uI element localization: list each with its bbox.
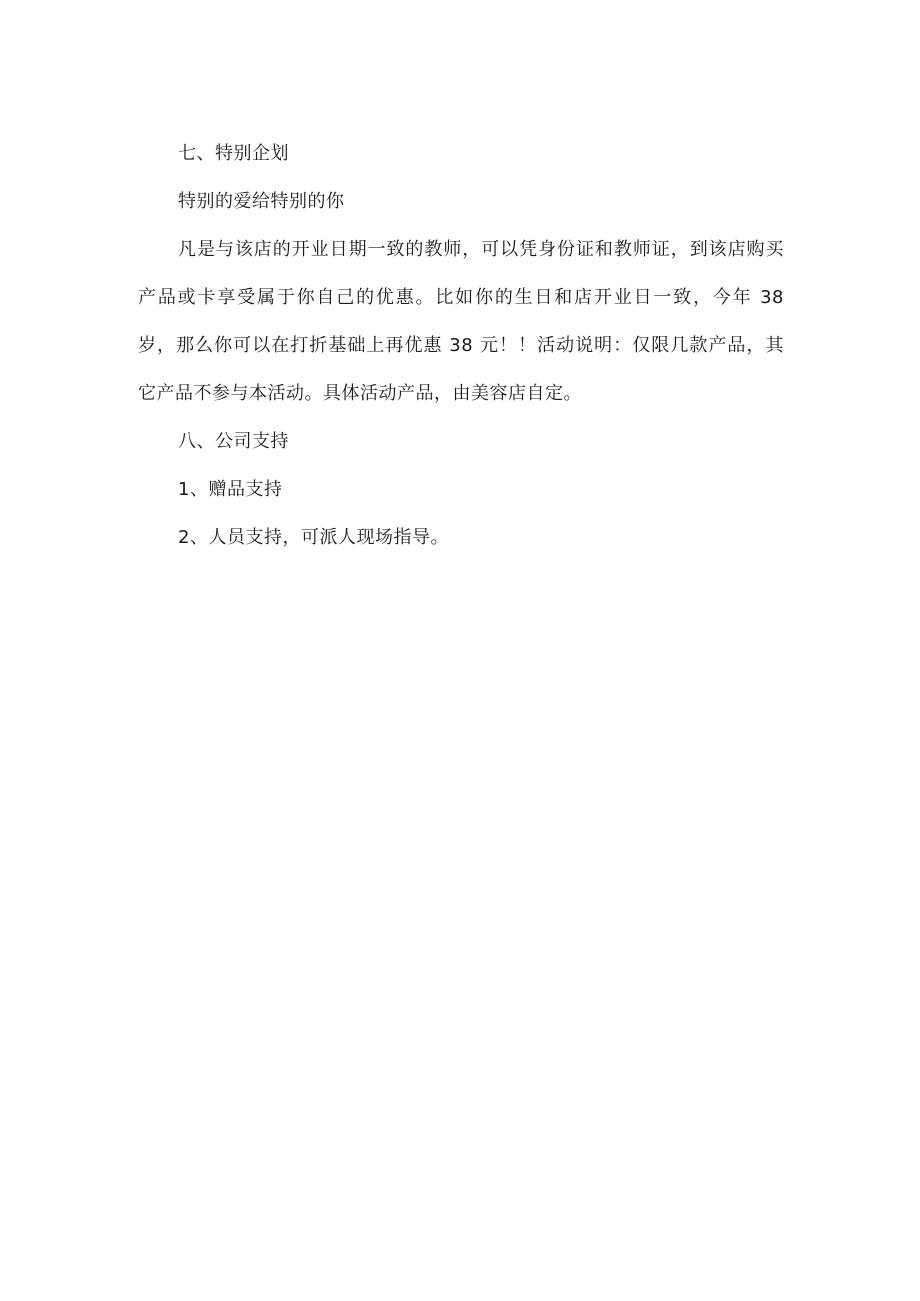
- section-heading-company-support: 八、公司支持: [178, 431, 289, 452]
- section-subtitle: 特别的爱给特别的你: [178, 191, 345, 212]
- section-heading-special-plan: 七、特别企划: [178, 143, 289, 164]
- document-content: [138, 130, 784, 562]
- support-item-gifts: 1、赠品支持: [178, 479, 283, 500]
- support-item-staff: 2、人员支持，可派人现场指导。: [178, 527, 449, 548]
- section-body-paragraph: 凡是与该店的开业日期一致的教师，可以凭身份证和教师证，到该店购买产品或卡享受属于你自己的优惠。比如你的生日和店开业日一致，今年 38 岁，那么你可以在打折基础上再优惠 38 元！！活动说明：仅限几款产品，其它产品不参与本活动。具体活动产品，由美容店自定。: [138, 239, 784, 404]
